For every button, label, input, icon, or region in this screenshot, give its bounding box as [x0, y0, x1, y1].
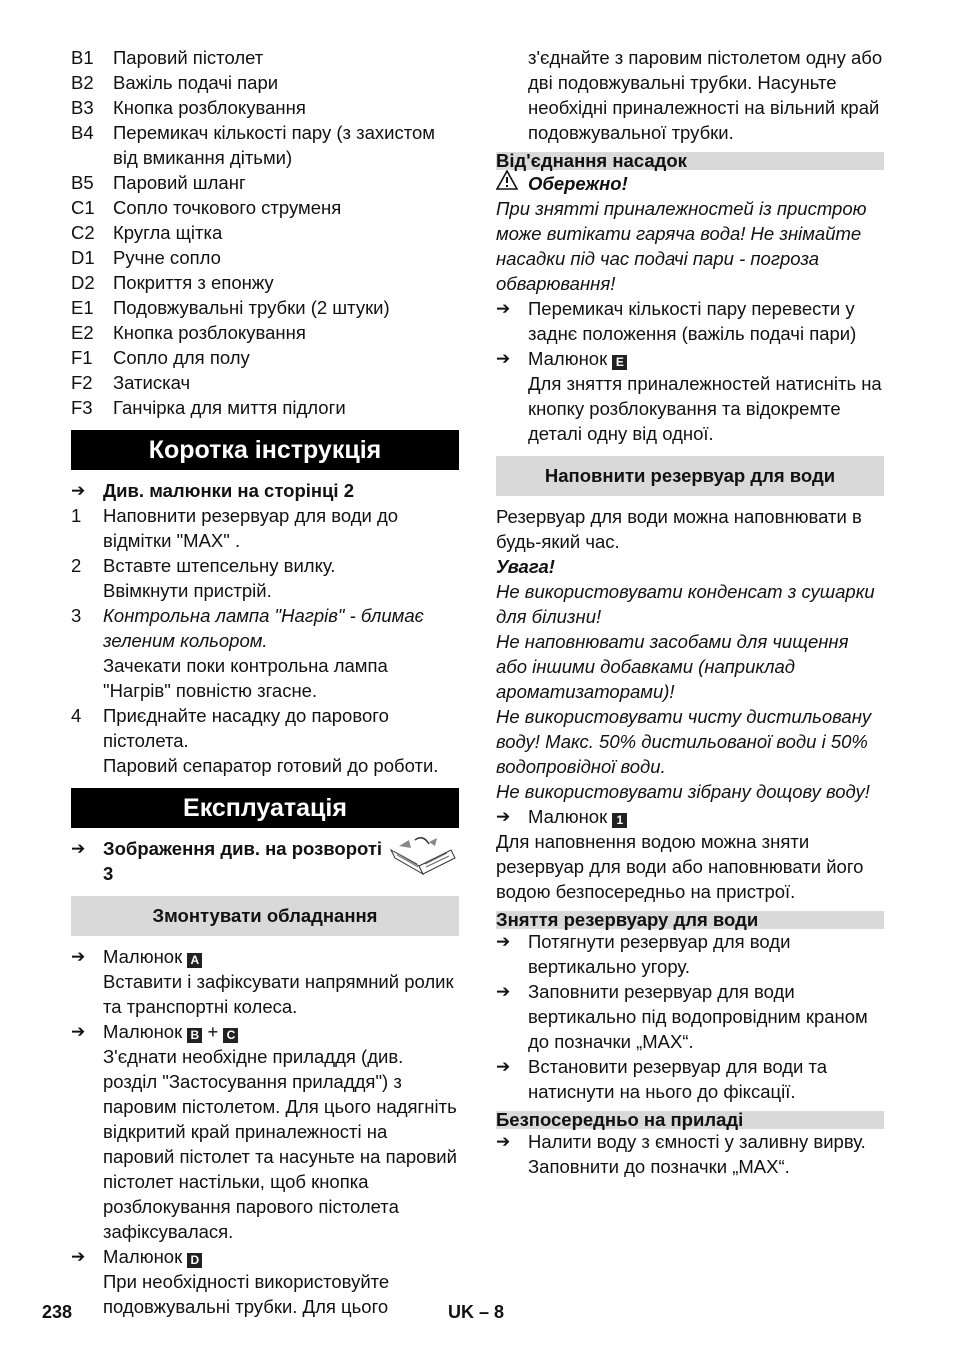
parts-list-item: [71, 70, 459, 95]
part-code: F3: [71, 397, 93, 418]
warning-triangle-icon: [496, 170, 528, 196]
quick-step-3: 3 Контрольна лампа "Нагрів" - блимає зеленим кольором. Зачекати поки контрольна лампа "Нагрів" повністю згасне.: [71, 605, 424, 701]
parts-list-item: [71, 120, 459, 170]
part-label: Ручне сопло: [113, 247, 221, 268]
part-code: B1: [71, 47, 94, 68]
part-label: Кнопка розблокування: [113, 97, 306, 118]
subsection-detach: Від'єднання насадок: [496, 152, 884, 170]
arrow-icon: ➔: [71, 947, 86, 966]
direct-step-1: ➔ Налити воду з ємності у заливну вирву. Заповнити до позначки „MAX“.: [496, 1131, 866, 1177]
part-code: C2: [71, 222, 95, 243]
part-label: Покриття з епонжу: [113, 272, 274, 293]
part-label: Подовжувальні трубки (2 штуки): [113, 297, 390, 318]
caution-line: Обережно!: [496, 170, 884, 196]
part-code: D1: [71, 247, 95, 268]
section-code: UK – 8: [448, 1302, 505, 1322]
section-title-quick: Коротка інструкція: [71, 430, 459, 470]
arrow-icon: ➔: [71, 1022, 86, 1041]
quick-ref: ➔ Див. малюнки на сторінці 2: [71, 480, 354, 501]
part-code: B3: [71, 97, 94, 118]
page-number: 238: [42, 1302, 73, 1322]
quick-step-1: 1 Наповнити резервуар для води до відмітки "MAX" .: [71, 505, 399, 551]
remove-step-1: ➔ Потягнути резервуар для води вертикально угору.: [496, 931, 791, 977]
parts-list: [71, 45, 459, 420]
subsection-fill: Наповнити резервуар для води: [496, 456, 884, 496]
open-book-icon: [389, 836, 459, 886]
arrow-icon: ➔: [496, 349, 511, 368]
arrow-icon: ➔: [496, 1132, 511, 1151]
parts-list-item: [71, 170, 459, 195]
part-label: Сопло точкового струменя: [113, 197, 342, 218]
fill-intro: Резервуар для води можна наповнювати в будь-який час.: [496, 506, 862, 552]
arrow-icon: ➔: [496, 807, 511, 826]
part-code: B2: [71, 72, 94, 93]
remove-step-3: ➔ Встановити резервуар для води та натиснути на нього до фіксації.: [496, 1056, 828, 1102]
arrow-icon: ➔: [496, 299, 511, 318]
part-label: Кнопка розблокування: [113, 322, 306, 343]
figure-badge: 1: [612, 813, 627, 828]
fig-d-step: ➔ Малюнок D При необхідності використовуйте подовжувальні трубки. Для цього: [71, 1246, 390, 1317]
parts-list-item: [71, 295, 459, 320]
warning-4: Не використовувати зібрану дощову воду!: [496, 781, 870, 802]
part-label: Кругла щітка: [113, 222, 223, 243]
quick-step-2: 2 Вставте штепсельну вилку. Ввімкнути пристрій.: [71, 555, 336, 601]
fig-d-continued: з'єднайте з паровим пістолетом одну або дві подовжувальні трубки. Насуньте необхідні приналежності на вільний край подовжувальної трубки.: [528, 47, 883, 143]
parts-list-item: [71, 245, 459, 270]
remove-step-2: ➔ Заповнити резервуар для води вертикально під водопровідним краном до позначки „MAX“.: [496, 981, 868, 1052]
figure-badge: D: [187, 1253, 202, 1268]
figure-badge: B: [187, 1028, 202, 1043]
arrow-icon: ➔: [496, 932, 511, 951]
arrow-icon: ➔: [496, 1057, 511, 1076]
figure-badge: E: [612, 355, 627, 370]
part-code: F2: [71, 372, 93, 393]
parts-list-item: [71, 95, 459, 120]
part-label: Ганчірка для миття підлоги: [113, 397, 346, 418]
arrow-icon: ➔: [71, 1247, 86, 1266]
arrow-icon: ➔: [71, 481, 86, 500]
warning-3: Не використовувати чисту дистильовану воду! Макс. 50% дистильованої води і 50% водопровідної води.: [496, 706, 872, 777]
part-code: C1: [71, 197, 95, 218]
arrow-icon: ➔: [71, 839, 86, 858]
subsection-direct: Безпосередньо на приладі: [496, 1111, 884, 1129]
warning-1: Не використовувати конденсат з сушарки для білизни!: [496, 581, 875, 627]
part-label: Паровий шланг: [113, 172, 246, 193]
right-column: [496, 45, 884, 1179]
attention-label: Увага!: [496, 556, 555, 577]
part-label: Паровий пістолет: [113, 47, 264, 68]
part-code: B5: [71, 172, 94, 193]
part-label: Затискач: [113, 372, 191, 393]
parts-list-item: [71, 45, 459, 70]
parts-list-item: [71, 195, 459, 220]
fig-e-step: ➔ Малюнок E Для зняття приналежностей натисніть на кнопку розблокування та відокремте деталі одну від одної.: [496, 348, 882, 444]
left-column: [71, 45, 459, 1319]
parts-list-item: [71, 370, 459, 395]
fig-1-step: ➔ Малюнок 1: [496, 804, 884, 829]
warning-2: Не наповнювати засобами для чищення або іншими добавками (наприклад ароматизаторами)!: [496, 631, 849, 702]
section-title-operation: Експлуатація: [71, 788, 459, 828]
parts-list-item: [71, 395, 459, 420]
fill-text: Для наповнення водою можна зняти резервуар для води або наповнювати його водою безпосередньо на пристрої.: [496, 831, 864, 902]
caution-text: При знятті приналежностей із пристрою може витікати гаряча вода! Не знімайте насадки під час подачі пари - погроза обварювання!: [496, 198, 867, 294]
parts-list-item: [71, 345, 459, 370]
part-label: Сопло для полу: [113, 347, 250, 368]
part-code: F1: [71, 347, 93, 368]
subsection-remove-tank: Зняття резервуару для води: [496, 911, 884, 929]
fig-a-step: ➔ Малюнок A Вставити і зафіксувати напрямний ролик та транспортні колеса.: [71, 946, 454, 1017]
part-label: Важіль подачі пари: [113, 72, 279, 93]
parts-list-item: [71, 320, 459, 345]
part-code: B4: [71, 122, 94, 143]
figure-badge: C: [223, 1028, 238, 1043]
operation-ref: ➔ Зображення див. на розвороті 3: [71, 836, 459, 886]
part-code: E1: [71, 297, 94, 318]
detach-step-1: ➔ Перемикач кількості пару перевести у заднє положення (важіль подачі пари): [496, 298, 857, 344]
arrow-icon: ➔: [496, 982, 511, 1001]
quick-step-4: 4 Приєднайте насадку до парового пістолета. Паровий сепаратор готовий до роботи.: [71, 705, 439, 776]
part-code: D2: [71, 272, 95, 293]
fig-bc-step: ➔ Малюнок B + C З'єднати необхідне приладдя (див. розділ "Застосування приладдя") з паровим пістолетом. Для цього надягніть відкритий край приналежності на паровий пістолет та насуньте на паровий пістолет настільки, щоб кнопка розблокування парового пістолета зафіксувалася.: [71, 1021, 457, 1242]
figure-badge: A: [187, 953, 202, 968]
part-label: Перемикач кількості пару (з захистом від вмикання дітьми): [113, 122, 436, 168]
part-code: E2: [71, 322, 94, 343]
subsection-mount: Змонтувати обладнання: [71, 896, 459, 936]
parts-list-item: [71, 270, 459, 295]
parts-list-item: [71, 220, 459, 245]
